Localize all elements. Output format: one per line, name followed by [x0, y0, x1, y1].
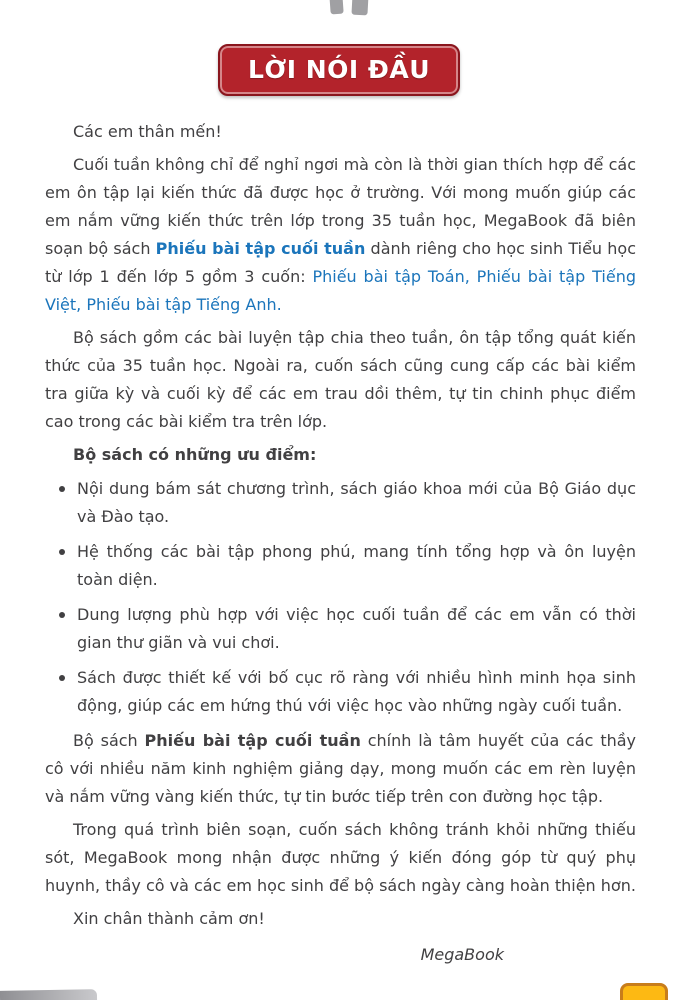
list-item-text: Nội dung bám sát chương trình, sách giáo khoa mới của Bộ Giáo dục và Đào tạo. [77, 479, 636, 526]
paragraph-thanks: Xin chân thành cảm ơn! [73, 909, 265, 928]
bullet-icon [59, 549, 65, 555]
title-badge [218, 44, 460, 96]
book-volume-titles: Phiếu bài tập Toán, Phiếu bài tập Tiếng Việt, Phiếu bài tập Tiếng Anh. [45, 267, 636, 314]
bullet-icon [59, 675, 65, 681]
mascot-peek-decoration [620, 983, 668, 1000]
paragraph-commitment: Bộ sách Phiếu bài tập cuối tuần chính là tâm huyết của các thầy cô với nhiều năm kinh nghiệm giảng dạy, mong muốn các em rèn luyện và nắm vững vàng kiến thức, tự tin bước tiếp trên con đường học tập. [45, 731, 637, 806]
book-series-title: Phiếu bài tập cuối tuần [155, 239, 366, 258]
page-scan-artifact [328, 0, 376, 16]
list-item [45, 664, 636, 720]
list-item-text: Dung lượng phù hợp với việc học cuối tuần để các em vẫn có thời gian thư giãn và vui chơi. [77, 605, 636, 652]
page-title: LỜI NÓI ĐẦU [247, 55, 431, 84]
book-series-title: Phiếu bài tập cuối tuần [144, 731, 361, 750]
paragraph-greeting: Các em thân mến! [73, 122, 222, 141]
title-badge-container [0, 44, 678, 96]
paragraph-overview: Bộ sách gồm các bài luyện tập chia theo tuần, ôn tập tổng quát kiến thức của 35 tuần học. Ngoài ra, cuốn sách cũng cung cấp các bài kiểm tra giữa kỳ và cuối kỳ để các em trau dồi thêm, tự tin chinh phục điểm cao trong các bài kiểm tra trên lớp. [45, 328, 636, 431]
scan-mark-icon [351, 0, 368, 15]
signature: MegaBook [420, 945, 504, 964]
bullet-icon [59, 486, 65, 492]
list-item [45, 601, 636, 657]
list-item [45, 538, 636, 594]
features-heading: Bộ sách có những ưu điểm: [73, 445, 317, 464]
list-item-text: Sách được thiết kế với bố cục rõ ràng với nhiều hình minh họa sinh động, giúp các em hứng thú với việc học vào những ngày cuối tuần. [77, 668, 636, 715]
scan-mark-icon [329, 0, 343, 14]
list-item [45, 475, 636, 531]
bullet-icon [59, 612, 65, 618]
preface-content [45, 118, 636, 974]
list-item-text: Hệ thống các bài tập phong phú, mang tính tổng hợp và ôn luyện toàn diện. [77, 542, 636, 589]
page-edge-artifact [0, 989, 97, 1000]
paragraph-feedback: Trong quá trình biên soạn, cuốn sách không tránh khỏi những thiếu sót, MegaBook mong nhận được những ý kiến đóng góp từ quý phụ huynh, thầy cô và các em học sinh để bộ sách ngày càng hoàn thiện hơn. [45, 820, 636, 895]
paragraph-intro: Cuối tuần không chỉ để nghỉ ngơi mà còn là thời gian thích hợp để các em ôn tập lại kiến thức đã được học ở trường. Với mong muốn giúp các em nắm vững kiến thức trên lớp trong 35 tuần học, MegaBook đã biên soạn bộ sách Phiếu bài tập cuối tuần dành riêng cho học sinh Tiểu học từ lớp 1 đến lớp 5 gồm 3 cuốn: Phiếu bài tập Toán, Phiếu bài tập Tiếng Việt, Phiếu bài tập Tiếng Anh. [45, 155, 636, 314]
